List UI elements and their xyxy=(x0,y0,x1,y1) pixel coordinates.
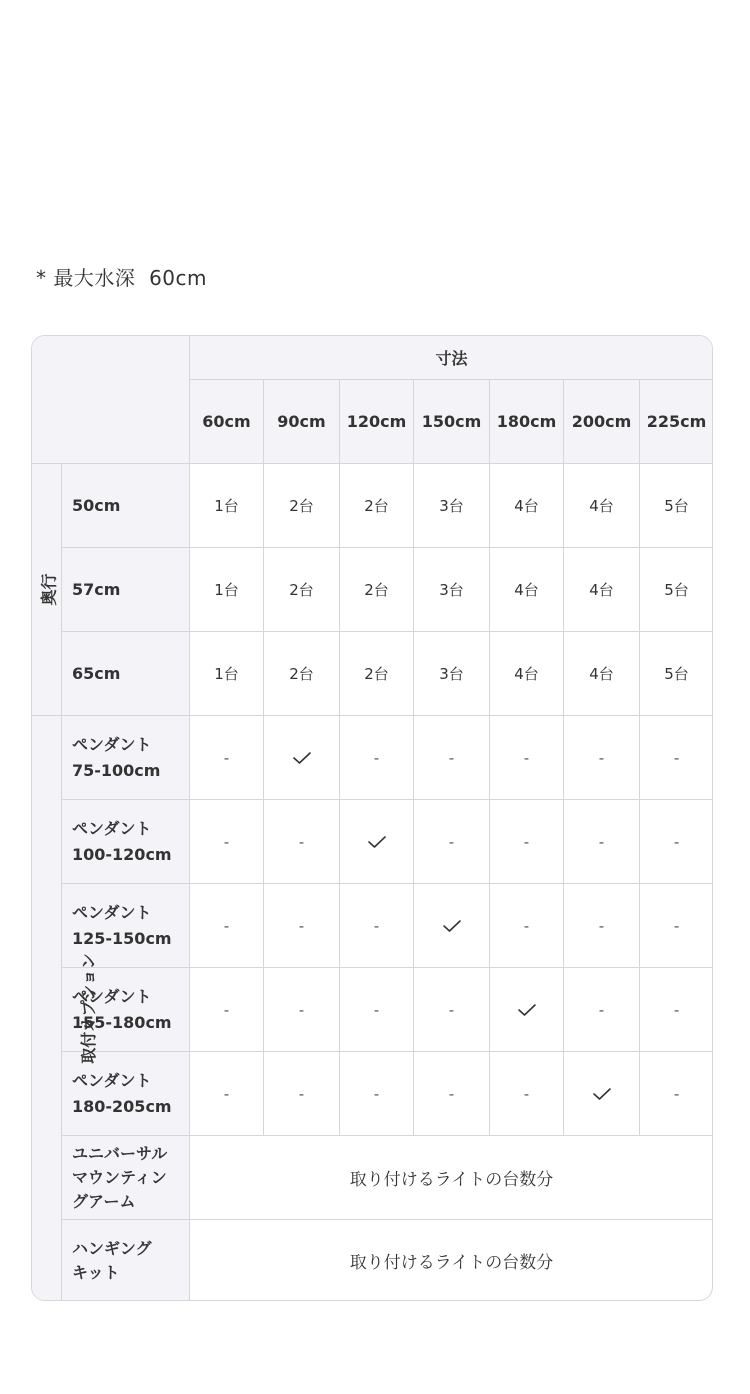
not-compatible-cell xyxy=(340,884,414,968)
not-compatible-cell xyxy=(640,1052,714,1136)
pendant-label-range: 125-150cm xyxy=(72,928,172,948)
width-column-header: 150cm xyxy=(414,380,490,464)
not-compatible-cell xyxy=(340,1052,414,1136)
dash-mark: - xyxy=(673,1084,680,1103)
dash-mark: - xyxy=(373,1084,380,1103)
compatible-cell xyxy=(264,716,340,800)
mount-label-line: ハンギング xyxy=(72,1238,152,1258)
compatible-cell xyxy=(490,968,564,1052)
dash-mark: - xyxy=(223,916,230,935)
pendant-row xyxy=(32,716,714,800)
not-compatible-cell xyxy=(190,716,264,800)
pendant-row-label xyxy=(62,716,190,800)
pendant-label-range: 100-120cm xyxy=(72,844,172,864)
not-compatible-cell xyxy=(264,884,340,968)
light-count-cell: 4台 xyxy=(490,548,564,632)
not-compatible-cell xyxy=(264,1052,340,1136)
light-count-cell: 1台 xyxy=(190,548,264,632)
max-water-depth-note: * 最大水深 60cm xyxy=(36,266,207,290)
mount-option-label xyxy=(62,1136,190,1220)
not-compatible-cell xyxy=(414,1052,490,1136)
dash-mark: - xyxy=(598,748,605,767)
light-count-cell: 4台 xyxy=(564,464,640,548)
pendant-row xyxy=(32,884,714,968)
light-count-cell: 2台 xyxy=(264,548,340,632)
width-column-header: 225cm xyxy=(640,380,714,464)
depth-group-text: 奥行 xyxy=(39,573,59,606)
dash-mark: - xyxy=(598,1000,605,1019)
dimension-header: 寸法 xyxy=(190,336,714,380)
dash-mark: - xyxy=(448,1000,455,1019)
not-compatible-cell xyxy=(490,884,564,968)
dash-mark: - xyxy=(523,916,530,935)
pendant-label-name: ペンダント xyxy=(72,902,152,922)
light-count-cell: 4台 xyxy=(490,632,564,716)
dash-mark: - xyxy=(298,832,305,851)
checkmark-icon xyxy=(517,1003,537,1017)
mount-label-line: マウンティン xyxy=(72,1167,167,1187)
compatible-cell xyxy=(340,800,414,884)
not-compatible-cell xyxy=(414,800,490,884)
dash-mark: - xyxy=(523,832,530,851)
mount-option-row xyxy=(32,1136,714,1220)
depth-row-label: 65cm xyxy=(62,632,190,716)
dash-mark: - xyxy=(448,748,455,767)
not-compatible-cell xyxy=(490,716,564,800)
width-column-header: 120cm xyxy=(340,380,414,464)
width-column-header: 90cm xyxy=(264,380,340,464)
compatible-cell xyxy=(564,1052,640,1136)
mount-option-label xyxy=(62,1220,190,1302)
dash-mark: - xyxy=(298,1084,305,1103)
light-count-cell: 2台 xyxy=(264,632,340,716)
depth-row-label: 50cm xyxy=(62,464,190,548)
checkmark-icon xyxy=(292,751,312,765)
pendant-row xyxy=(32,968,714,1052)
dash-mark: - xyxy=(598,916,605,935)
not-compatible-cell xyxy=(340,968,414,1052)
dash-mark: - xyxy=(673,832,680,851)
depth-row xyxy=(32,632,714,716)
light-count-cell: 2台 xyxy=(340,464,414,548)
not-compatible-cell xyxy=(264,800,340,884)
mount-label-line: ユニバーサル xyxy=(72,1143,168,1163)
checkmark-icon xyxy=(592,1087,612,1101)
not-compatible-cell xyxy=(190,968,264,1052)
dash-mark: - xyxy=(223,748,230,767)
not-compatible-cell xyxy=(564,800,640,884)
dash-mark: - xyxy=(373,748,380,767)
dash-mark: - xyxy=(223,832,230,851)
not-compatible-cell xyxy=(190,884,264,968)
mount-label-line: グアーム xyxy=(72,1191,136,1211)
dash-mark: - xyxy=(673,748,680,767)
checkmark-icon xyxy=(442,919,462,933)
light-count-cell: 2台 xyxy=(340,632,414,716)
not-compatible-cell xyxy=(640,968,714,1052)
pendant-row-label xyxy=(62,1052,190,1136)
not-compatible-cell xyxy=(640,716,714,800)
option-group-text: 取付オプション xyxy=(78,953,98,1064)
pendant-row xyxy=(32,1052,714,1136)
dash-mark: - xyxy=(298,1000,305,1019)
dash-mark: - xyxy=(448,832,455,851)
corner-cell xyxy=(32,336,190,464)
dash-mark: - xyxy=(373,1000,380,1019)
not-compatible-cell xyxy=(414,716,490,800)
mount-option-row xyxy=(32,1220,714,1302)
depth-group-label xyxy=(32,464,62,716)
light-count-cell: 5台 xyxy=(640,632,714,716)
checkmark-icon xyxy=(367,835,387,849)
not-compatible-cell xyxy=(490,1052,564,1136)
not-compatible-cell xyxy=(414,968,490,1052)
light-count-cell: 5台 xyxy=(640,548,714,632)
light-count-cell: 2台 xyxy=(264,464,340,548)
not-compatible-cell xyxy=(490,800,564,884)
dash-mark: - xyxy=(673,1000,680,1019)
dash-mark: - xyxy=(523,748,530,767)
not-compatible-cell xyxy=(340,716,414,800)
light-count-cell: 3台 xyxy=(414,632,490,716)
pendant-label-range: 75-100cm xyxy=(72,760,161,780)
dash-mark: - xyxy=(373,916,380,935)
not-compatible-cell xyxy=(640,884,714,968)
pendant-label-range: 180-205cm xyxy=(72,1096,172,1116)
width-column-header: 200cm xyxy=(564,380,640,464)
width-column-header: 180cm xyxy=(490,380,564,464)
compatibility-table xyxy=(31,335,713,1301)
compatible-cell xyxy=(414,884,490,968)
depth-row xyxy=(32,548,714,632)
dash-mark: - xyxy=(673,916,680,935)
pendant-row-label xyxy=(62,800,190,884)
not-compatible-cell xyxy=(564,968,640,1052)
not-compatible-cell xyxy=(190,800,264,884)
dash-mark: - xyxy=(523,1084,530,1103)
light-count-cell: 4台 xyxy=(564,548,640,632)
light-count-cell: 4台 xyxy=(490,464,564,548)
light-count-cell: 1台 xyxy=(190,632,264,716)
not-compatible-cell xyxy=(564,716,640,800)
light-count-cell: 3台 xyxy=(414,548,490,632)
pendant-label-name: ペンダント xyxy=(72,986,152,1006)
lights-table xyxy=(31,335,713,1301)
dash-mark: - xyxy=(598,832,605,851)
not-compatible-cell xyxy=(190,1052,264,1136)
mount-option-value: 取り付けるライトの台数分 xyxy=(190,1220,714,1302)
pendant-label-name: ペンダント xyxy=(72,1070,152,1090)
mount-option-value: 取り付けるライトの台数分 xyxy=(190,1136,714,1220)
not-compatible-cell xyxy=(264,968,340,1052)
pendant-label-range: 155-180cm xyxy=(72,1012,172,1032)
pendant-row xyxy=(32,800,714,884)
light-count-cell: 5台 xyxy=(640,464,714,548)
pendant-label-name: ペンダント xyxy=(72,734,152,754)
width-column-header: 60cm xyxy=(190,380,264,464)
not-compatible-cell xyxy=(640,800,714,884)
depth-row xyxy=(32,464,714,548)
light-count-cell: 4台 xyxy=(564,632,640,716)
depth-row-label: 57cm xyxy=(62,548,190,632)
pendant-label-name: ペンダント xyxy=(72,818,152,838)
light-count-cell: 2台 xyxy=(340,548,414,632)
light-count-cell: 1台 xyxy=(190,464,264,548)
dash-mark: - xyxy=(298,916,305,935)
dash-mark: - xyxy=(448,1084,455,1103)
not-compatible-cell xyxy=(564,884,640,968)
light-count-cell: 3台 xyxy=(414,464,490,548)
dash-mark: - xyxy=(223,1000,230,1019)
dash-mark: - xyxy=(223,1084,230,1103)
mount-label-line: キット xyxy=(72,1262,120,1282)
